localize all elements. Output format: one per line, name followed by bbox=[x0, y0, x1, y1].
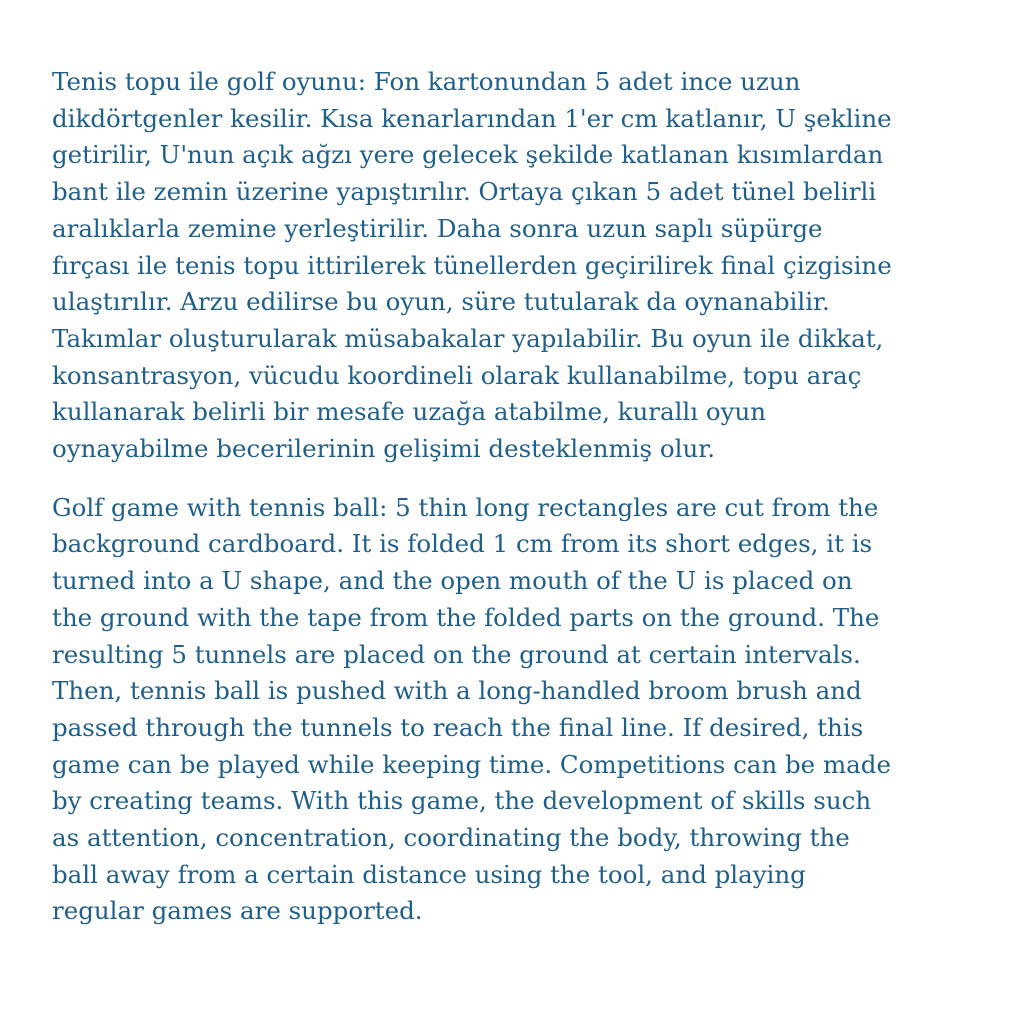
paragraph-english: Golf game with tennis ball: 5 thin long rectangles are cut from the background cardboard. It is folded 1 cm from its short edges, it is turned into a U shape, and the open mouth of the U is placed on the ground with the tape from the folded parts on the ground. The resulting 5 tunnels are placed on the ground at certain intervals. Then, tennis ball is pushed with a long-handled broom brush and passed through the tunnels to reach the final line. If desired, this game can be played while keeping time. Competitions can be made by creating teams. With this game, the development of skills such as attention, concentration, coordinating the body, throwing the ball away from a certain distance using the tool, and playing regular games are supported. bbox=[52, 492, 891, 926]
paragraph-turkish: Tenis topu ile golf oyunu: Fon kartonundan 5 adet ince uzun dikdörtgenler kesilir. Kısa kenarlarından 1'er cm katlanır, U şekline getirilir, U'nun açık ağzı yere gelecek şekilde katlanan kısımlardan bant ile zemin üzerine yapıştırılır. Ortaya çıkan 5 adet tünel belirli aralıklarla zemine yerleştirilir. Daha sonra uzun saplı süpürge fırçası ile tenis topu ittirilerek tünellerden geçirilirek final çizgisine ulaştırılır. Arzu edilirse bu oyun, süre tutularak da oynanabilir. Takımlar oluşturularak müsabakalar yapılabilir. Bu oyun ile dikkat, konsantrasyon, vücudu koordineli olarak kullanabilme, topu araç kullanarak belirli bir mesafe uzağa atabilme, kurallı oyun oynayabilme becerilerinin gelişimi desteklenmiş olur. bbox=[52, 67, 892, 464]
document-body bbox=[52, 64, 992, 930]
